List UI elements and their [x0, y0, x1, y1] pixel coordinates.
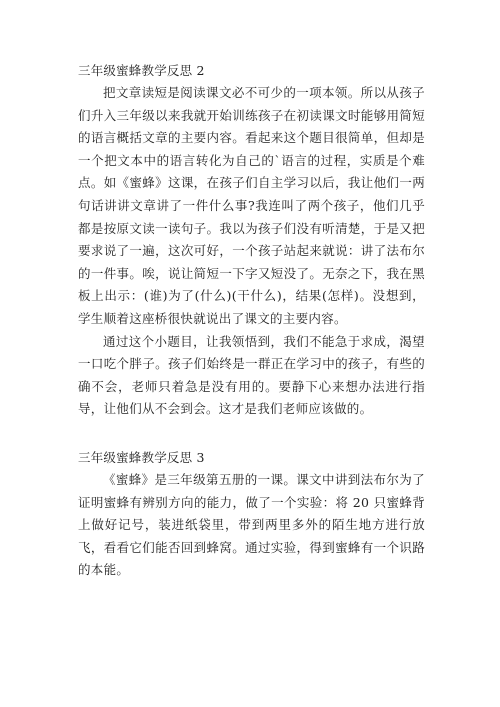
- document-page: [78, 60, 425, 582]
- paragraph-reflection-2-1: 把文章读短是阅读课文必不可少的一项本领。所以从孩子们升入三年级以来我就开始训练孩子在初读课文时能够用简短的语言概括文章的主要内容。看起来这个题目很简单，但却是一个把文本中的语言转化为自己的`语言的过程，实质是个难点。如《蜜蜂》这课，在孩子们自主学习以后，我让他们一两句话讲讲文章讲了一件什么事?我连叫了两个孩子，他们几乎都是按原文读一读句子。我以为孩子们没有听清楚，于是又把要求说了一遍，这次可好，一个孩子站起来就说：讲了法布尔的一件事。唉，说让简短一下字又短没了。无奈之下，我在黑板上出示：(谁)为了(什么)(干什么)，结果(怎样)。没想到，学生顺着这座桥很快就说出了课文的主要内容。: [78, 85, 425, 326]
- section-heading-reflection-3: 三年级蜜蜂教学反思 3: [78, 449, 205, 465]
- paragraph-reflection-2-2: 通过这个小题目，让我领悟到，我们不能急于求成，渴望一口吃个胖子。孩子们始终是一群正在学习中的孩子，有些的确不会，老师只着急是没有用的。要静下心来想办法进行指导，让他们从不会到会。这才是我们老师应该做的。: [78, 333, 425, 417]
- section-spacer: [78, 421, 425, 447]
- section-heading-reflection-2: 三年级蜜蜂教学反思 2: [78, 63, 205, 78]
- paragraph-reflection-3-1: 《蜜蜂》是三年级第五册的一课。课文中讲到法布尔为了证明蜜蜂有辨别方向的能力，做了一个实验：将 20 只蜜蜂背上做好记号，装进纸袋里，带到两里多外的陌生地方进行放飞，看看它们能否回到蜂窝。通过实验，得到蜜蜂有一个识路的本能。: [78, 471, 425, 578]
